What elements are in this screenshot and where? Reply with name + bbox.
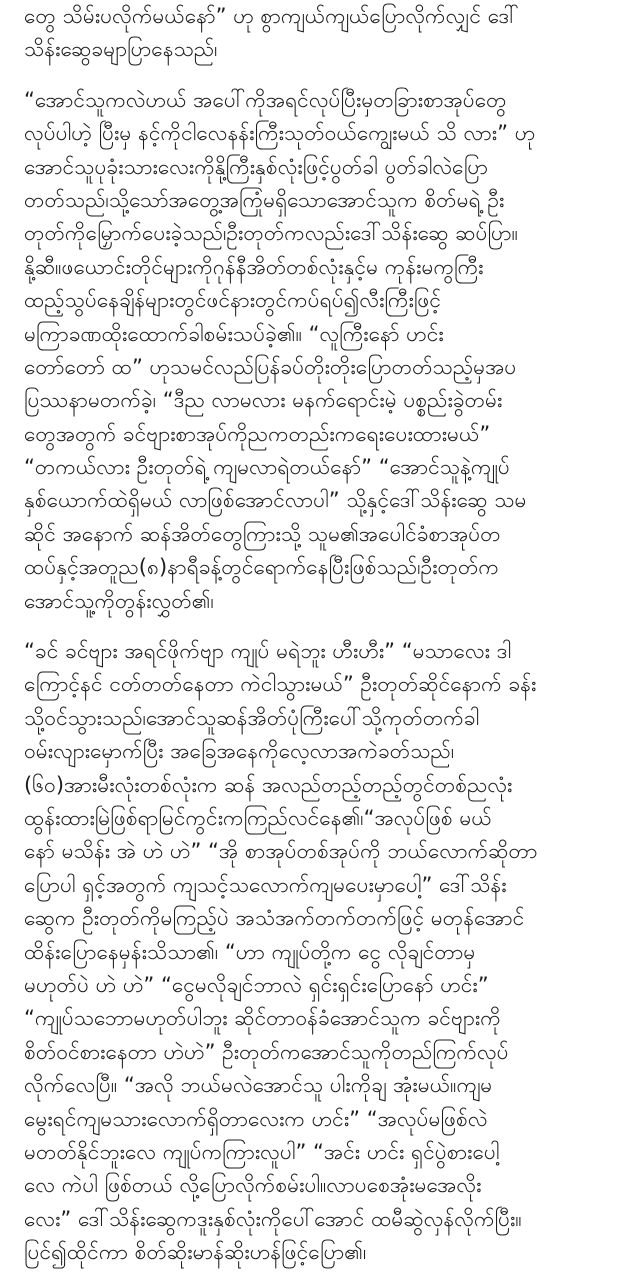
text-line: ပြောပါ ရှင့်အတွက် ကျသင့်သလောက်ကျမပေးမှာပေါ့” ဒေါ်သိန်း bbox=[24, 872, 507, 897]
text-line: မကြာခဏထိုးထောက်ခါစမ်းသပ်ခဲ့၏။ “လူကြီးနော် ဟင်း bbox=[24, 321, 444, 346]
text-line: လေ ကဲပါ ဖြစ်တယ် လို့ပြောလိုက်စမ်းပါ။လာပစေအုံးမအေလိုး bbox=[24, 1173, 482, 1198]
text-line: ကြောင့်နင် ငတ်တတ်နေတာ ကဲငါသွားမယ်” ဦးတုတ်ဆိုင်နောက် ခန်း bbox=[24, 672, 537, 697]
text-line: ဆိုင် အနောက် ဆန်အိတ်တွေကြားသို့ သူမ၏အပေါင်ခံစာအုပ်တ bbox=[24, 521, 501, 546]
text-line: တုတ်ကိုမြှောက်ပေးခဲ့သည်၊ဦးတုတ်ကလည်းဒေါ်သိန်းဆွေ ဆပ်ပြာ။ bbox=[24, 221, 519, 246]
text-line: အောင်သူ့ကိုတွန်းလွှတ်၏၊ bbox=[24, 588, 214, 613]
text-line: တော်တော် ထ” ဟုသမင်လည်ပြန်ခပ်တိုးတိုးပြောတတ်သည့်မှအပ bbox=[24, 354, 517, 379]
text-line: ထည့်သွပ်နေချိန်များတွင်ဖင်နားတွင်ကပ်ရပ်၍လီးကြီးဖြင့် bbox=[24, 288, 441, 313]
text-line: “ခင် ခင်ဗျား အရင်ဖိုက်ဗျာ ကျုပ် မရဲဘူး ဟီးဟီး” “မသာလေး ဒါ bbox=[24, 639, 512, 664]
text-line: ထွန်းထားမြဲဖြစ်ရာမြင်ကွင်းကကြည်လင်နေ၏၊“အလုပ်ဖြစ် မယ် bbox=[24, 805, 492, 830]
text-line: သိန်းဆွေခမျာပြာနေသည်၊ bbox=[24, 37, 218, 62]
text-line: နှစ်ယောက်ထဲရှိမယ် လာဖြစ်အောင်လာပါ” သို့နှင့်ဒေါ်သိန်းဆွေ သမ bbox=[24, 488, 527, 513]
text-line: “အောင်သူကလဲဟယ် အပေါ်ကိုအရင်လုပ်ပြီးမှတခြားစာအုပ်တွေ bbox=[24, 87, 507, 112]
text-line: “တကယ်လား ဦးတုတ်ရဲ့ ကျမလာရဲတယ်နော်” “အောင်သူနဲ့ကျုပ် bbox=[24, 455, 510, 480]
text-line: ပြင်၍ထိုင်ကာ စိတ်ဆိုးမာန်ဆိုးဟန်ဖြင့်ပြော၏၊ bbox=[24, 1240, 367, 1265]
text-line: ပြဿနာမတက်ခဲ့၊ “ဒီည လာမလား မနက်ရောင်းမဲ့ ပစ္စည်းခွဲတမ်း bbox=[24, 388, 503, 413]
text-line: တွေအတွက် ခင်ဗျားစာအုပ်ကိုညကတည်းကရေးပေးထားမယ်” bbox=[24, 421, 491, 446]
text-line: တတ်သည်၊သို့သော်အတွေ့အကြုံမရှိသောအောင်သူက စိတ်မရဲ့ ဦး bbox=[24, 187, 505, 212]
text-line: မတတ်နိုင်ဘူးလေ ကျုပ်ကကြားလူပါ” “အင်း ဟင်း ရှင်ပွဲစားပေါ့ bbox=[24, 1139, 500, 1164]
text-line: နော် မသိန်း အဲ ဟဲ ဟဲ” “အို စာအုပ်တစ်အုပ်ကို ဘယ်လောက်ဆိုတာ bbox=[24, 839, 538, 864]
text-line: လုပ်ပါဟဲ့ ပြီးမှ နင့်ကိုငါလေနန်းကြီးသုတ်ဝယ်ကျွေးမယ် သိ လား” ဟု bbox=[24, 121, 536, 146]
text-line: “ကျုပ်သဘောမဟုတ်ပါဘူး ဆိုင်တာဝန်ခံအောင်သူက ခင်ဗျားကို bbox=[24, 1006, 501, 1031]
text-line: လေး” ဒေါ်သိန်းဆွေကဒူးနှစ်လုံးကိုပေါ်အောင် ထမီဆွဲလှန်လိုက်ပြီး။ bbox=[24, 1206, 522, 1231]
text-line: စိတ်ဝင်စားနေတာ ဟဲဟဲ” ဦးတုတ်ကအောင်သူကိုတည်ကြက်လုပ် bbox=[24, 1039, 509, 1064]
text-line: မဟုတ်ပဲ ဟဲ ဟဲ” “ငွေမလိုချင်ဘာလဲ ရှင်းရှင်းပြောနော် ဟင်း” bbox=[24, 972, 489, 997]
text-line: အောင်သူပုခုံးသားလေးကိုနို့ကြီးနှစ်လုံးဖြင့်ပွတ်ခါ ပွတ်ခါလဲပြော bbox=[24, 154, 488, 179]
text-line: နို့ဆီ။ဖယောင်းတိုင်များကိုဂုန်နီအိတ်တစ်လုံးနှင့်မ ကုန်းမကွကြီး bbox=[24, 254, 484, 279]
paragraph bbox=[24, 0, 608, 67]
text-line: မွေးရင်ကျမသားလောက်ရှိတာလေးက ဟင်း” “အလုပ်မဖြစ်လဲ bbox=[24, 1106, 488, 1131]
text-line: လိုက်လေပြီ။ “အလို ဘယ်မလဲအောင်သူ ပါးကိုချ အုံးမယ်။ကျမ bbox=[24, 1073, 493, 1098]
text-line: (၆၀)အားမီးလုံးတစ်လုံးက ဆန် အလည်တည့်တည့်တွင်တစ်ညလုံး bbox=[24, 772, 513, 797]
text-line: တွေ သိမ်းပလိုက်မယ်နော်” ဟု စွာကျယ်ကျယ်ပြောလိုက်လျှင် ဒေါ် bbox=[24, 4, 519, 28]
text-line: ဆွေက ဦးတုတ်ကိုမကြည့်ပဲ အသံအက်တက်တက်ဖြင့် မတုန်အောင် bbox=[24, 906, 525, 931]
paragraph bbox=[24, 84, 608, 618]
text-line: ထပ်နှင့်အတူည(၈)နာရီခန့်တွင်ရောက်နေပြီးဖြစ်သည်၊ဦးတုတ်က bbox=[24, 555, 499, 580]
text-line: သို့ဝင်သွားသည်၊အောင်သူဆန်အိတ်ပုံကြီးပေါ်သို့ကုတ်တက်ခါ bbox=[24, 705, 480, 730]
text-line: ဝမ်းလျားမှောက်ပြီး အခြေအနေကိုလေ့လာအကဲခတ်သည်၊ bbox=[24, 739, 455, 764]
paragraph bbox=[24, 635, 608, 1269]
article-body bbox=[24, 0, 608, 1269]
text-line: ထိန်းပြောနေမှန်းသိသာ၏၊ “ဟာ ကျုပ်တို့က ငွေ လိုချင်တာမှ bbox=[24, 939, 476, 964]
